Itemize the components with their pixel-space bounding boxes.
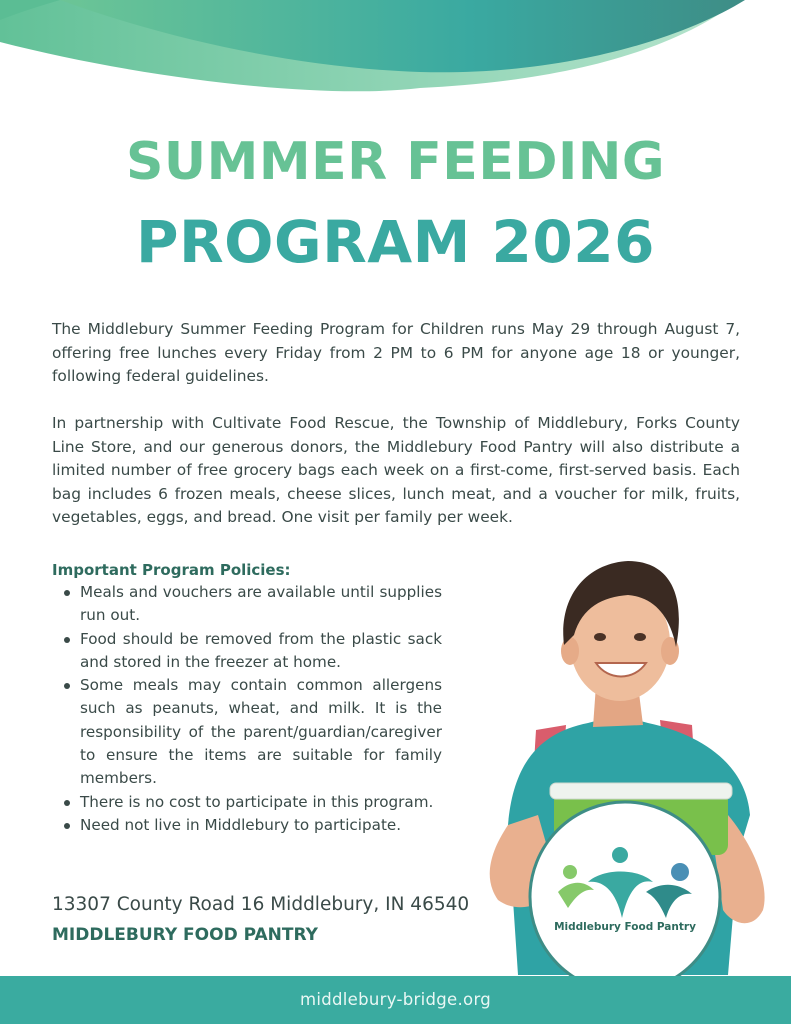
three-people-logo-icon (528, 800, 722, 994)
policy-item: Some meals may contain common allergens such as peanuts, wheat, and milk. It is the responsibility of the parent/guardian/caregiver to ensure the items are suitable for family members. (52, 674, 442, 790)
policies-heading: Important Program Policies: (52, 561, 291, 579)
intro-paragraph-1: The Middlebury Summer Feeding Program for Children runs May 29 through August 7, offering free lunches every Friday from 2 PM to 6 PM for anyone age 18 or younger, following federal guidelines. (52, 320, 740, 385)
policies-list (52, 581, 442, 837)
footer-website-link[interactable]: middlebury-bridge.org (299, 990, 492, 1009)
pantry-address: 13307 County Road 16 Middlebury, IN 46540 (52, 894, 470, 915)
pantry-name: MIDDLEBURY FOOD PANTRY (52, 925, 318, 945)
policy-item: There is no cost to participate in this program. (52, 791, 442, 814)
intro-paragraph-2: In partnership with Cultivate Food Rescue, the Township of Middlebury, Forks County Line Store, and our generous donors, the Middlebury Food Pantry will also distribute a limited number of free grocery bags each week on a first-come, first-served basis. Each bag includes 6 frozen meals, cheese slices, lunch meat, and a voucher for milk, fruits, vegetables, eggs, and bread. One visit per family per week. (52, 414, 740, 526)
policy-item: Food should be removed from the plastic sack and stored in the freezer at home. (52, 628, 442, 675)
logo-label: Middlebury Food Pantry (554, 921, 696, 933)
policies-section (52, 561, 442, 837)
policy-item: Need not live in Middlebury to participate. (52, 814, 442, 837)
title-line-1: SUMMER FEEDING (125, 132, 666, 192)
title-line-2: PROGRAM 2026 (136, 208, 655, 276)
policy-item: Meals and vouchers are available until supplies run out. (52, 581, 442, 628)
header-wave-decoration (0, 0, 791, 110)
